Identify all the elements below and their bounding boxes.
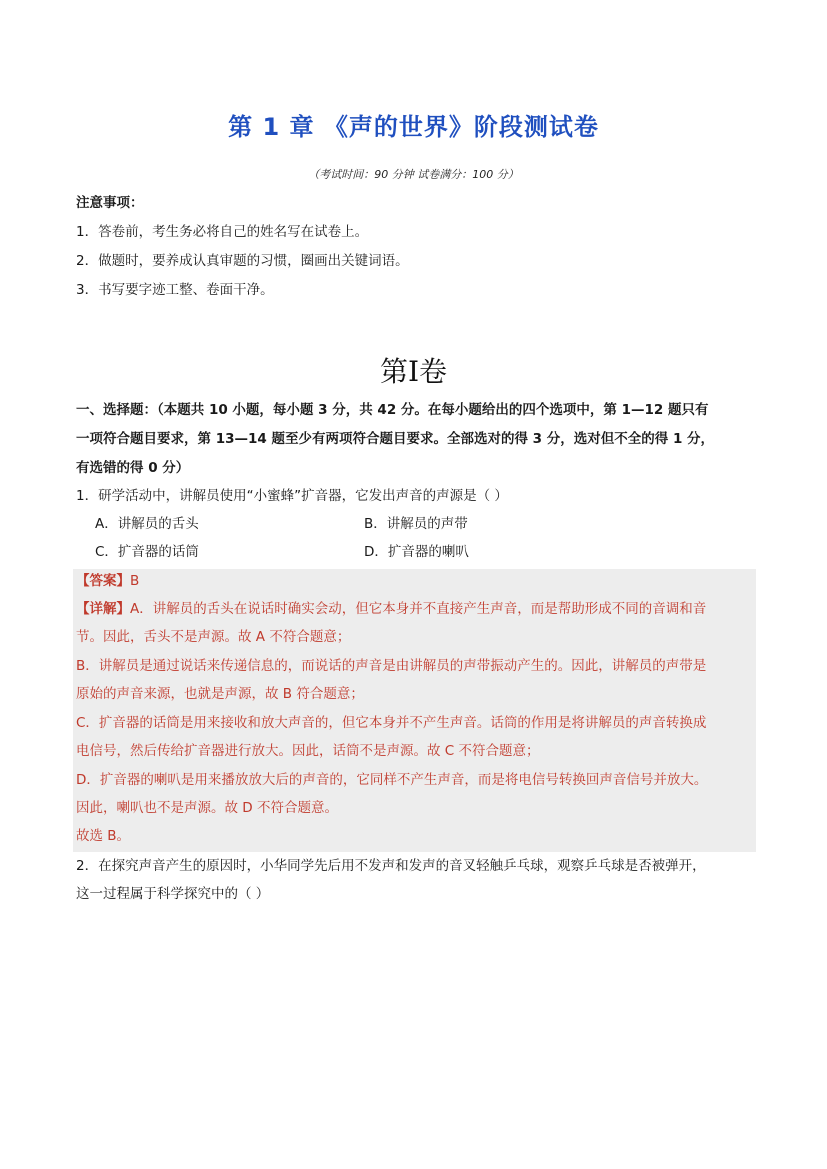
- detail-label: 【详解】: [76, 601, 130, 617]
- detail-text: 电信号，然后传给扩音器进行放大。因此，话筒不是声源。故 C 不符合题意；: [76, 743, 540, 759]
- option-d: D．扩音器的喇叭: [364, 544, 469, 560]
- answer-label: 【答案】: [76, 573, 130, 589]
- exam-info: （考试时间：90 分钟 试卷满分：100 分）: [308, 168, 519, 181]
- notice-heading: 注意事项：: [76, 195, 144, 211]
- section-instructions: 一、选择题：（本题共 10 小题，每小题 3 分，共 42 分。在每小题给出的四个选项中，第 1—12 题只有: [76, 402, 709, 418]
- detail-text: 原始的声音来源，也就是声源，故 B 符合题意；: [76, 686, 364, 702]
- detail-text: 因此，喇叭也不是声源。故 D 不符合题意。: [76, 800, 338, 816]
- detail-text: B．讲解员是通过说话来传递信息的，而说话的声音是由讲解员的声带振动产生的。因此，讲解员的声带是: [76, 658, 707, 674]
- question-2-stem: 2．在探究声音产生的原因时，小华同学先后用不发声和发声的音叉轻触乒乓球，观察乒乓球是否被弹开，: [76, 858, 706, 874]
- option-a: A．讲解员的舌头: [95, 516, 199, 532]
- section-instructions: 一项符合题目要求，第 13—14 题至少有两项符合题目要求。全部选对的得 3 分，选对但不全的得 1 分，: [76, 431, 715, 447]
- conclusion-text: 故选 B。: [76, 828, 131, 844]
- section-instructions: 有选错的得 0 分）: [76, 460, 190, 476]
- question-1-stem: 1．研学活动中，讲解员使用“小蜜蜂”扩音器，它发出声音的声源是（ ）: [76, 488, 508, 504]
- option-b: B．讲解员的声带: [364, 516, 468, 532]
- notice-item: 1．答卷前，考生务必将自己的姓名写在试卷上。: [76, 224, 369, 240]
- notice-item: 3．书写要字迹工整、卷面干净。: [76, 282, 274, 298]
- option-c: C．扩音器的话筒: [95, 544, 199, 560]
- notice-item: 2．做题时，要养成认真审题的习惯，圈画出关键词语。: [76, 253, 409, 269]
- detail-text: C．扩音器的话筒是用来接收和放大声音的，但它本身并不产生声音。话筒的作用是将讲解员的声音转换成: [76, 715, 707, 731]
- detail-text: D．扩音器的喇叭是用来播放放大后的声音的，它同样不产生声音，而是将电信号转换回声音信号并放大。: [76, 772, 708, 788]
- detail-text: A．讲解员的舌头在说话时确实会动，但它本身并不直接产生声音，而是帮助形成不同的音调和音: [130, 601, 707, 617]
- detail-line: [76, 599, 706, 619]
- answer-value: B: [130, 573, 140, 589]
- question-2-stem: 这一过程属于科学探究中的（ ）: [76, 886, 270, 902]
- page-title: 第 1 章 《声的世界》阶段测试卷: [228, 113, 599, 141]
- detail-text: 节。因此，舌头不是声源。故 A 不符合题意；: [76, 629, 351, 645]
- volume-title: 第I卷: [379, 355, 448, 388]
- answer-line: [76, 571, 139, 591]
